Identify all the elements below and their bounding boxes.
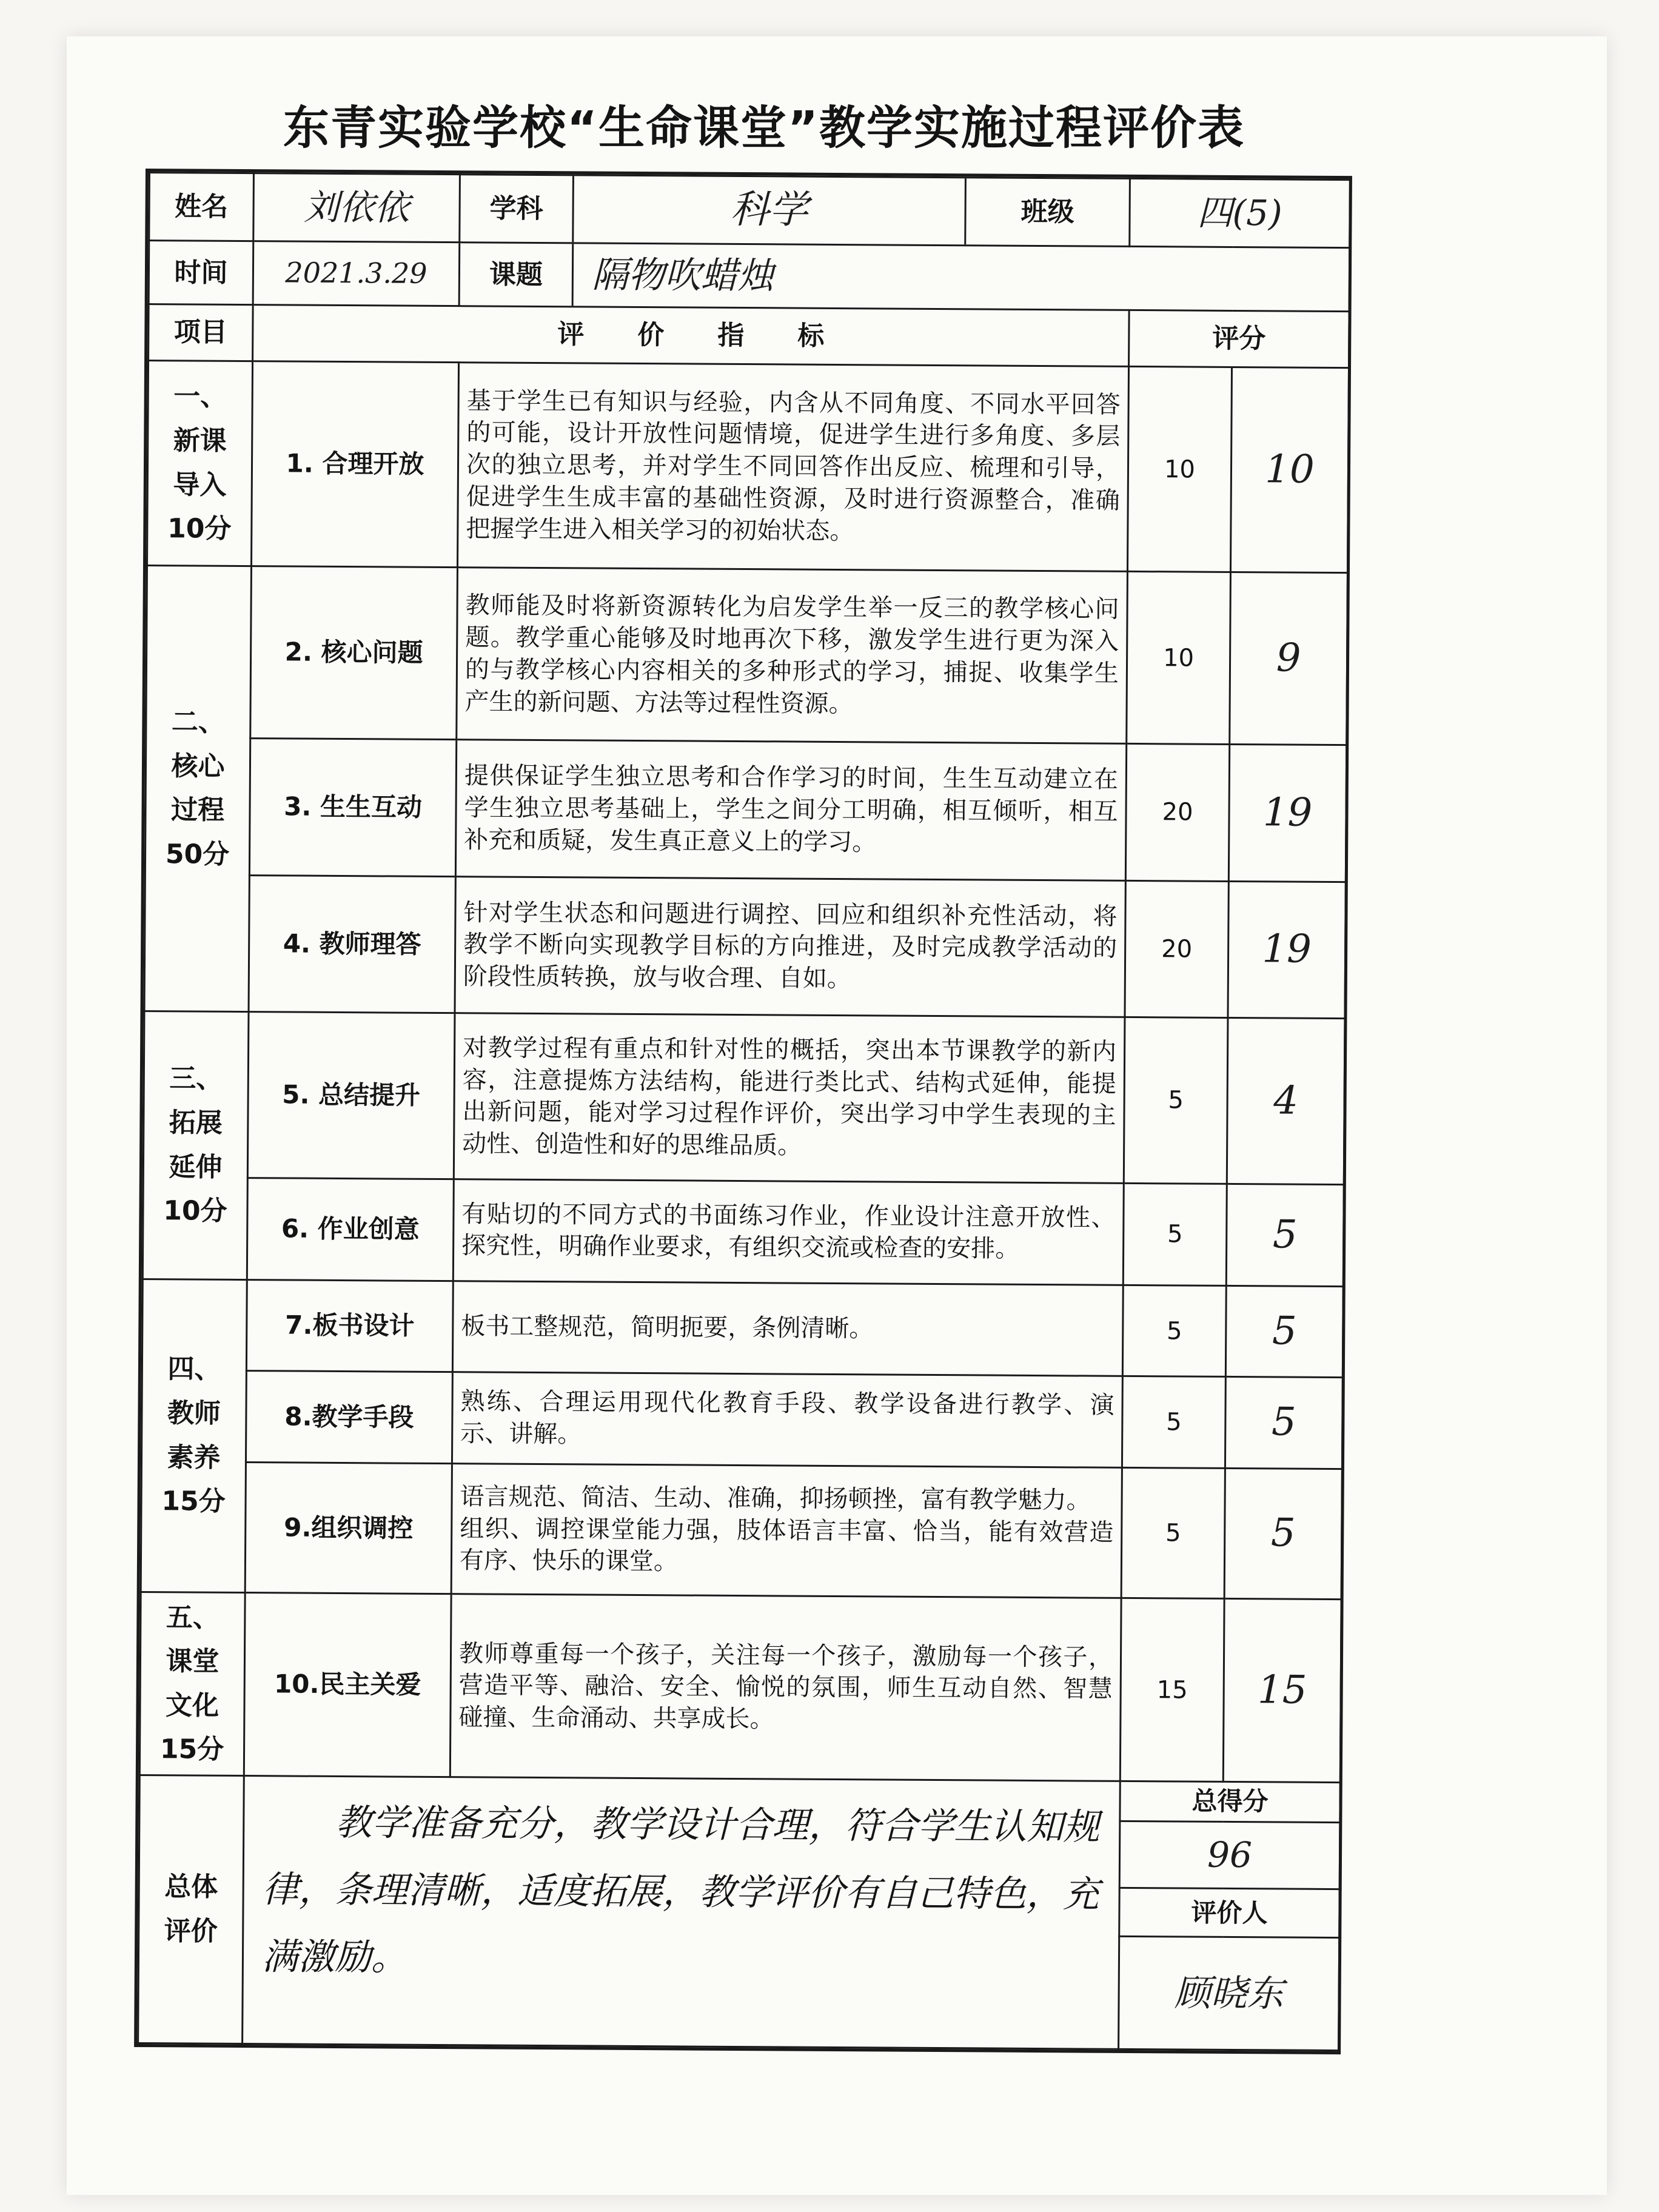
subject-value: 科学	[573, 176, 966, 244]
evaluation-table	[134, 169, 1352, 2054]
item-7-desc: 板书工整规范，简明扼要，条例清晰。	[452, 1281, 1123, 1376]
score-header: 评分	[1129, 310, 1350, 367]
item-4-name: 4. 教师理答	[249, 875, 455, 1013]
item-9-desc: 语言规范、简洁、生动、准确，抑扬顿挫，富有教学魅力。	[460, 1482, 1091, 1515]
item-4-max: 20	[1125, 880, 1228, 1018]
overall-comment: 教学准备充分，教学设计合理，符合学生认知规律，条理清晰，适度拓展，教学评价有自己特色，充满激励。	[243, 1776, 1121, 2049]
section-4-label: 四、 教师 素养 15分	[141, 1279, 247, 1593]
name-value: 刘依依	[253, 173, 460, 243]
item-10-desc: 教师尊重每一个孩子，关注每一个孩子，激励每一个孩子，营造平等、融洽、安全、愉悦的氛围，师生互动自然、智慧碰撞、生命涌动、共享成长。	[450, 1594, 1121, 1781]
topic-value: 隔物吹蜡烛	[591, 253, 774, 298]
item-6-name: 6. 作业创意	[247, 1178, 454, 1281]
item-5-max: 5	[1124, 1017, 1228, 1184]
time-value: 2021.3.29	[253, 241, 460, 306]
item-9-score: 5	[1224, 1468, 1342, 1600]
total-value: 96	[1119, 1821, 1340, 1889]
item-2-desc: 教师能及时将新资源转化为启发学生举一反三的教学核心问题。教学重心能够及时地再次下移，激发学生进行更为深入的与教学核心内容相关的多种形式的学习，捕捉、收集学生产生的新问题、方法等过程性资源。	[457, 568, 1128, 743]
class-label: 班级	[1021, 196, 1074, 228]
item-6-desc: 有贴切的不同方式的书面练习作业，作业设计注意开放性、探究性，明确作业要求，有组织交流或检查的安排。	[453, 1179, 1124, 1285]
section-3-label: 三、 拓展 延伸 10分	[142, 1011, 249, 1280]
topic-label: 课题	[460, 243, 573, 306]
item-6-max: 5	[1123, 1183, 1227, 1285]
item-1-max: 10	[1127, 366, 1232, 572]
item-10-max: 15	[1120, 1598, 1224, 1782]
item-3-name: 3. 生生互动	[249, 739, 456, 877]
item-3-desc: 提供保证学生独立思考和合作学习的时间，生生互动建立在学生独立思考基础上，学生之间分工明确，相互倾听，相互补充和质疑，发生真正意义上的学习。	[455, 740, 1126, 880]
item-9-name: 9.组织调控	[245, 1462, 452, 1594]
item-6-score: 5	[1226, 1184, 1344, 1287]
item-5-name: 5. 总结提升	[247, 1012, 455, 1179]
item-7-score: 5	[1225, 1285, 1343, 1378]
item-2-name: 2. 核心问题	[250, 566, 458, 740]
item-9-desc-cell	[451, 1463, 1122, 1598]
item-1-score: 10	[1230, 367, 1349, 573]
item-5-desc: 对教学过程有重点和针对性的概括，突出本节课教学的新内容，注意提炼方法结构，能进行类比式、结构式延伸，能提出新问题，能对学习过程作评价，突出学习中学生表现的主动性、创造性和好的思维品质。	[454, 1013, 1125, 1183]
item-9-max: 5	[1121, 1467, 1225, 1599]
item-4-desc: 针对学生状态和问题进行调控、回应和组织补充性活动，将教学不断向实现教学目标的方向推进，及时完成教学活动的阶段性质转换，放与收合理、自如。	[455, 876, 1125, 1017]
item-2-max: 10	[1127, 572, 1231, 745]
class-value: 四(5)	[1130, 178, 1350, 247]
item-7-name: 7.板书设计	[246, 1280, 453, 1372]
section-1-label: 一、 新课 导入 10分	[147, 360, 252, 566]
section-5-label: 五、 课堂 文化 15分	[139, 1592, 245, 1776]
time-label: 时间	[149, 241, 253, 305]
item-10-score: 15	[1223, 1599, 1341, 1783]
item-4-score: 19	[1228, 881, 1346, 1019]
project-header: 项目	[149, 304, 253, 361]
item-8-max: 5	[1122, 1376, 1225, 1468]
form-title: 东青实验学校“生命课堂”教学实施过程评价表	[283, 101, 1245, 155]
item-5-score: 4	[1227, 1018, 1345, 1185]
total-label: 总得分	[1120, 1781, 1340, 1823]
name-label: 姓名	[149, 173, 254, 241]
evaluator-label: 评价人	[1119, 1888, 1339, 1938]
subject-label: 学科	[460, 175, 573, 242]
item-8-score: 5	[1225, 1377, 1342, 1469]
item-3-max: 20	[1125, 743, 1229, 881]
item-8-name: 8.教学手段	[246, 1371, 452, 1463]
item-1-desc: 基于学生已有知识与经验，内含从不同角度、不同水平回答的可能，设计开放性问题情境，促进学生进行多角度、多层次的独立思考，并对学生不同回答作出反应、梳理和引导，促进学生生成丰富的基础性资源，及时进行资源整合，准确把握学生进入相关学习的初始状态。	[457, 362, 1128, 572]
item-8-desc: 熟练、合理运用现代化教育手段、教学设备进行教学、演示、讲解。	[452, 1372, 1122, 1467]
item-3-score: 19	[1228, 745, 1346, 882]
overall-label: 总体 评价	[138, 1775, 244, 2044]
item-9-desc-2: 组织、调控课堂能力强，肢体语言丰富、恰当，能有效营造有序、快乐的课堂。	[459, 1514, 1114, 1576]
item-7-max: 5	[1122, 1285, 1226, 1376]
item-10-name: 10.民主关爱	[244, 1593, 451, 1777]
section-2-label: 二、 核心 过程 50分	[144, 566, 251, 1012]
indicators-header: 评 价 指 标	[253, 305, 1130, 366]
item-2-score: 9	[1230, 572, 1348, 745]
item-1-name: 1. 合理开放	[251, 361, 458, 568]
evaluator-value: 顾晓东	[1119, 1937, 1339, 2051]
